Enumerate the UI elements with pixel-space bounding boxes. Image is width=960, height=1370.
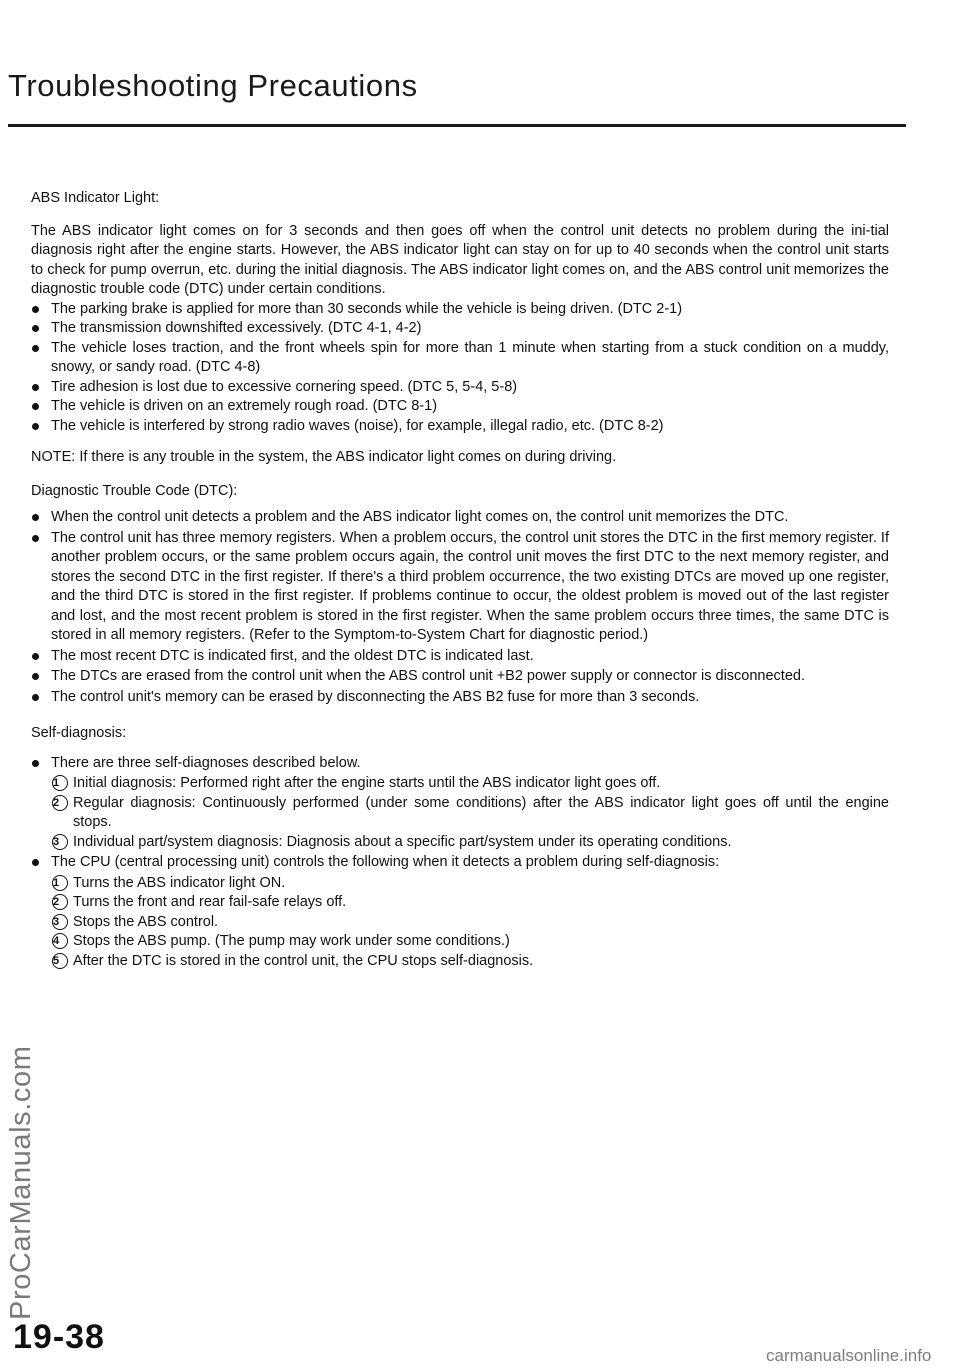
self-diagnosis-heading: Self-diagnosis: bbox=[31, 725, 127, 741]
list-item: The control unit's memory can be erased by disconnecting the ABS B2 fuse for more than 3 seconds. bbox=[31, 688, 889, 708]
circled-number-icon: 2 bbox=[52, 894, 68, 910]
abs-indicator-heading: ABS Indicator Light: bbox=[31, 190, 160, 206]
dtc-condition-list bbox=[31, 300, 889, 437]
dtc-heading: Diagnostic Trouble Code (DTC): bbox=[31, 482, 238, 499]
list-item: 4 Stops the ABS pump. (The pump may work under some conditions.) bbox=[53, 933, 510, 949]
dtc-section bbox=[31, 482, 889, 708]
circled-number-icon: 4 bbox=[52, 933, 68, 949]
page-content bbox=[31, 189, 889, 972]
list-item: The most recent DTC is indicated first, and the oldest DTC is indicated last. bbox=[31, 647, 889, 667]
watermark: ProCarManuals.com bbox=[5, 1045, 37, 1320]
list-item: The vehicle is driven on an extremely rough road. (DTC 8-1) bbox=[31, 397, 889, 417]
dtc-list bbox=[31, 508, 889, 707]
list-item: The DTCs are erased from the control unit when the ABS control unit +B2 power supply or connector is disconnected. bbox=[31, 667, 889, 687]
circled-number-icon: 1 bbox=[52, 875, 68, 891]
circled-number-icon: 2 bbox=[52, 795, 68, 811]
title-rule bbox=[8, 124, 906, 127]
list-item: 2 Regular diagnosis: Continuously performed (under some conditions) after the ABS indicator light goes off until the engine stops. bbox=[53, 794, 889, 830]
list-item bbox=[31, 754, 889, 853]
list-item: 3 Individual part/system diagnosis: Diagnosis about a specific part/system under its operating conditions. bbox=[53, 833, 732, 850]
page-title: Troubleshooting Precautions bbox=[8, 68, 418, 103]
list-item: The parking brake is applied for more than 30 seconds while the vehicle is being driven. (DTC 2-1) bbox=[31, 300, 889, 320]
list-item: The transmission downshifted excessively. (DTC 4-1, 4-2) bbox=[31, 319, 889, 339]
list-item: 5 After the DTC is stored in the control unit, the CPU stops self-diagnosis. bbox=[53, 952, 534, 969]
self-diagnosis-section bbox=[31, 724, 889, 971]
page-number: 19-38 bbox=[13, 1318, 105, 1356]
self-diagnosis-list bbox=[31, 754, 889, 972]
list-item: 2 Turns the front and rear fail-safe relays off. bbox=[53, 894, 347, 910]
note-text: NOTE: If there is any trouble in the system, the ABS indicator light comes on during driving. bbox=[31, 449, 617, 465]
cpu-action-list bbox=[51, 874, 889, 972]
list-item: 3 Stops the ABS control. bbox=[53, 913, 219, 930]
list-item: When the control unit detects a problem and the ABS indicator light comes on, the control unit memorizes the DTC. bbox=[31, 508, 889, 528]
circled-number-icon: 3 bbox=[52, 834, 68, 850]
abs-indicator-paragraph: The ABS indicator light comes on for 3 seconds and then goes off when the control unit detects no problem during the ini-tial diagnosis right after the engine starts. However, the ABS indicator light can stay on for up to 40 seconds when the control unit starts to check for pump overrun, etc. during the initial diagnosis. The ABS indicator light comes on, and the ABS control unit memorizes the diagnostic trouble code (DTC) under certain conditions. bbox=[31, 222, 889, 297]
diagnosis-type-list bbox=[51, 774, 889, 852]
list-item: 1 Initial diagnosis: Performed right after the engine starts until the ABS indicator light goes off. bbox=[53, 775, 661, 791]
list-item: Tire adhesion is lost due to excessive cornering speed. (DTC 5, 5-4, 5-8) bbox=[31, 378, 889, 398]
list-item: 1 Turns the ABS indicator light ON. bbox=[53, 874, 286, 891]
circled-number-icon: 1 bbox=[52, 775, 68, 791]
abs-indicator-section bbox=[31, 189, 889, 468]
circled-number-icon: 3 bbox=[52, 914, 68, 930]
cpu-intro: The CPU (central processing unit) controls the following when it detects a problem during self-diagnosis: bbox=[51, 854, 720, 870]
list-item: The vehicle loses traction, and the front wheels spin for more than 1 minute when starting from a stuck condition on a muddy, snowy, or sandy road. (DTC 4-8) bbox=[31, 339, 889, 378]
footer-site-text: carmanualsonline.info bbox=[766, 1346, 932, 1365]
list-item: The vehicle is interfered by strong radio waves (noise), for example, illegal radio, etc. (DTC 8-2) bbox=[31, 417, 889, 437]
self-diagnosis-intro: There are three self-diagnoses described below. bbox=[51, 754, 361, 771]
circled-number-icon: 5 bbox=[52, 953, 68, 969]
list-item bbox=[31, 853, 889, 971]
list-item: The control unit has three memory registers. When a problem occurs, the control unit stores the DTC in the first memory register. If another problem occurs, or the same problem occurs again, the control unit moves the first DTC to the next memory register, and stores the second DTC in the first register. If there's a third problem occurrence, the two existing DTCs are moved up one register, and the third DTC is stored in the first register. If problems continue to occur, the oldest problem is moved out of the last register and lost, and the most recent problem is stored in the first register. When the same problem occurs three times, the same DTC is stored in all memory registers. (Refer to the Symptom-to-System Chart for diagnostic period.) bbox=[31, 529, 889, 646]
